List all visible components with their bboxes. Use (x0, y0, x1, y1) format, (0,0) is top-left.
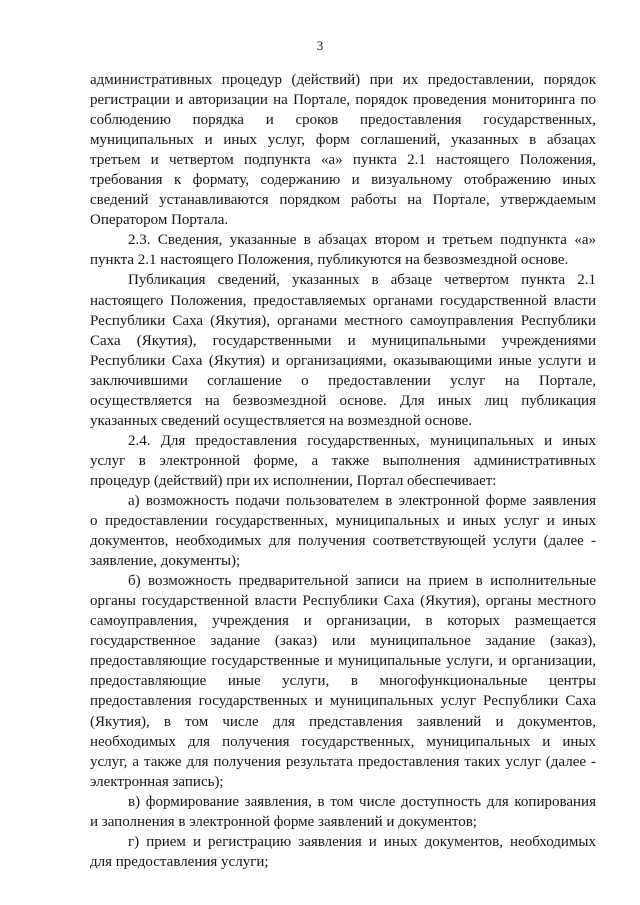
text-line: предоставления государственных и муниципальных услуг Республики Саха (90, 693, 596, 710)
text-line: сведений устанавливаются порядком работы на Портале, утверждаемым (90, 192, 596, 209)
text-line: органы государственной власти Республики Саха (Якутия), органы местного (90, 593, 596, 610)
text-line: требования к формату, содержанию и визуальному отображению иных (90, 172, 596, 189)
text-line: а) возможность подачи пользователем в электронной форме заявления (128, 492, 596, 509)
text-line: Саха (Якутия), государственными и муниципальными учреждениями (90, 332, 596, 349)
text-line: соблюдению порядка и сроков предоставления государственных, (90, 112, 596, 129)
text-line: г) прием и регистрацию заявления и иных документов, необходимых (128, 833, 596, 850)
text-line: Публикация сведений, указанных в абзаце четвертом пункта 2.1 (128, 272, 596, 289)
text-line: процедур (действий) при их исполнении, Портал обеспечивает: (90, 472, 497, 489)
text-line: (Якутия), в том числе для представления заявлений и документов, (90, 713, 596, 730)
text-line: регистрации и авторизации на Портале, порядок проведения мониторинга по (90, 92, 596, 109)
text-line: осуществляется на безвозмездной основе. Для иных лиц публикация (90, 392, 596, 409)
text-line: муниципальных и иных услуг, форм соглашений, указанных в абзацах (90, 132, 596, 149)
text-line: электронная запись); (90, 773, 224, 790)
text-line: Республики Саха (Якутия) и организациями, оказывающими иные услуги и (90, 352, 596, 369)
text-line: самоуправления, учреждения и организации, в которых размещается (90, 613, 596, 630)
page-number: 3 (316, 38, 324, 53)
text-line: услуг, а также для получения результата предоставления таких услуг (далее - (90, 753, 596, 770)
text-line: государственное задание (заказ) или муниципальное задание (заказ), (90, 633, 596, 650)
text-line: третьем и четвертом подпункта «а» пункта 2.1 настоящего Положения, (90, 152, 596, 169)
text-line: и заполнения в электронной форме заявлений и документов; (90, 813, 477, 830)
text-line: документов, необходимых для получения соответствующей услуги (далее - (90, 533, 596, 550)
text-line: предоставляющие государственные и муниципальные услуги, и организации, (90, 653, 596, 670)
text-line: Республики Саха (Якутия), органами местного самоуправления Республики (90, 312, 596, 329)
text-line: б) возможность предварительной записи на прием в исполнительные (128, 573, 596, 590)
text-line: указанных сведений осуществляется на возмездной основе. (90, 412, 473, 429)
text-line: пункта 2.1 настоящего Положения, публикуются на безвозмездной основе. (90, 252, 569, 269)
body-text (90, 70, 596, 872)
text-line: заключившими соглашение о предоставлении услуг на Портале, (90, 372, 596, 389)
text-line: для предоставления услуги; (90, 853, 269, 870)
text-line: необходимых для получения государственных, муниципальных и иных (90, 733, 596, 750)
text-line: административных процедур (действий) при их предоставлении, порядок (90, 72, 596, 88)
text-line: 2.4. Для предоставления государственных, муниципальных и иных (128, 432, 596, 449)
text-line: 2.3. Сведения, указанные в абзацах втором и третьем подпункта «а» (128, 232, 596, 249)
text-line: настоящего Положения, предоставляемых органами государственной власти (90, 292, 596, 309)
text-line: Оператором Портала. (90, 212, 229, 229)
text-line: услуг в электронной форме, а также выполнения административных (90, 452, 596, 469)
text-line: в) формирование заявления, в том числе доступность для копирования (128, 793, 596, 810)
text-line: предоставляющие иные услуги, в многофункциональные центры (90, 673, 596, 690)
text-line: заявление, документы); (90, 553, 241, 570)
text-line: о предоставлении государственных, муниципальных и иных услуг и иных (90, 513, 596, 530)
